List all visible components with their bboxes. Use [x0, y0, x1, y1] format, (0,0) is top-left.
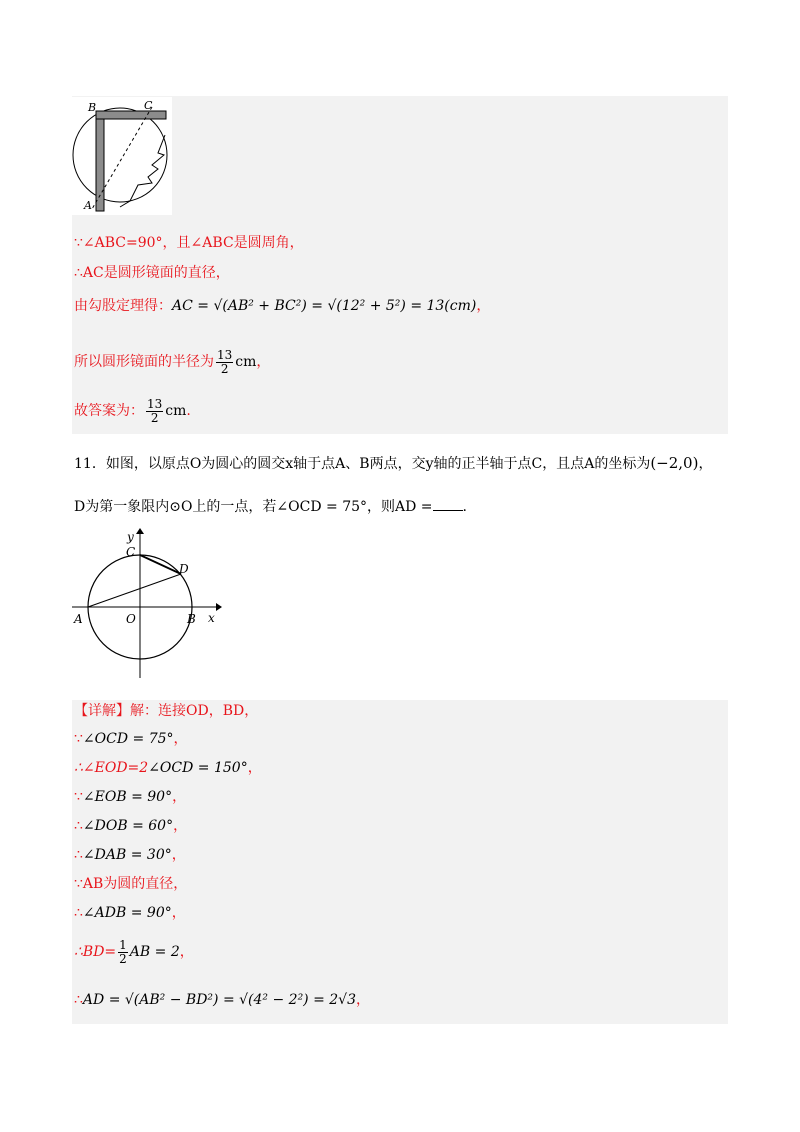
- sol11-line4: [74, 787, 186, 807]
- label-y: y: [127, 530, 134, 544]
- therefore-mark: ∴: [74, 818, 83, 834]
- sol11-line8-expr: ∠ADB = 90°: [82, 905, 172, 921]
- sol11-line3: [74, 758, 262, 778]
- mirror-figure: [72, 97, 172, 215]
- sol11-line8-end: ，: [171, 905, 186, 921]
- q11-line1: [74, 453, 712, 474]
- sol11-line2-end: ，: [173, 731, 188, 747]
- therefore-mark: ∴: [74, 992, 83, 1008]
- because-mark: ∵: [74, 789, 83, 805]
- sol10-answer-fraction: [146, 398, 163, 425]
- label-c: C: [144, 99, 153, 112]
- label-c: C: [126, 545, 136, 559]
- sol10-line5-prefix: 故答案为：: [74, 403, 144, 419]
- sol10-line4-prefix: 所以圆形镜面的半径为: [74, 354, 214, 370]
- sol10-line3-prefix: 由勾股定理得：: [74, 298, 172, 314]
- sol11-line1: 【详解】解：连接OD，BD，: [74, 703, 259, 719]
- frac-num: 13: [147, 396, 163, 411]
- q11-line1-end: ，: [698, 456, 713, 472]
- sol11-line2: [74, 729, 188, 749]
- sol10-line5: [74, 394, 191, 428]
- frac-num: 1: [119, 937, 127, 952]
- label-b: B: [88, 101, 97, 114]
- sol10-line3-suffix: ，: [476, 298, 491, 314]
- sol11-line6-end: ，: [171, 847, 186, 863]
- sol11-line3-red: ∴∠EOD=2: [74, 760, 149, 776]
- sol11-line4-expr: ∠EOB = 90°: [82, 789, 173, 805]
- label-x: x: [208, 611, 215, 625]
- frac-den: 2: [220, 361, 229, 376]
- because-mark: ∵: [74, 731, 83, 747]
- sol11-line9-end: ，: [179, 944, 194, 960]
- sol11-line2-expr: ∠OCD = 75°: [82, 731, 174, 747]
- half-fraction: [118, 939, 128, 966]
- sol11-line10-end: ，: [356, 992, 371, 1008]
- sol10-line5-unit: cm: [165, 403, 187, 419]
- sol10-line4: [74, 345, 270, 379]
- sol11-line4-end: ，: [172, 789, 187, 805]
- label-a: A: [84, 199, 92, 212]
- frac-num: 13: [217, 347, 233, 362]
- sol10-line3: [74, 296, 490, 316]
- sol11-line6-expr: ∠DAB = 30°: [82, 847, 172, 863]
- q11-text: 11．如图，以原点O为圆心的圆交x轴于点A、B两点，交y轴的正半轴于点C，且点A的坐标为: [74, 456, 651, 472]
- sol11-line5-expr: ∠DOB = 60°: [82, 818, 174, 834]
- sol10-line1: ∵∠ABC=90°，且∠ABC是圆周角，: [74, 235, 304, 251]
- frac-den: 2: [119, 951, 127, 966]
- sol10-line3-formula: AC = √(AB² + BC²) = √(12² + 5²) = 13(cm): [172, 298, 477, 314]
- answer-blank: [433, 498, 463, 511]
- circle-coordinate-figure: [70, 528, 230, 678]
- sol11-line9-red: ∴BD=: [74, 944, 117, 960]
- sol11-line7: ∵AB为圆的直径，: [74, 876, 188, 892]
- sol11-line9-expr: AB = 2: [129, 944, 180, 960]
- sol11-line5-end: ，: [173, 818, 188, 834]
- sol10-line2: ∴AC是圆形镜面的直径，: [74, 265, 230, 281]
- sol11-line5: [74, 816, 187, 836]
- q11-text-2: D为第一象限内⊙O上的一点，若∠OCD = 75°，则AD =: [74, 499, 433, 515]
- therefore-mark: ∴: [74, 905, 83, 921]
- q11-line2: [74, 497, 467, 517]
- sol11-line9: [74, 935, 194, 969]
- sol10-line5-suffix: .: [186, 403, 191, 419]
- label-o: O: [126, 612, 136, 626]
- q11-line2-end: .: [462, 499, 467, 515]
- label-d: D: [179, 562, 189, 576]
- sol10-line4-suffix: ，: [256, 354, 271, 370]
- therefore-mark: ∴: [74, 847, 83, 863]
- sol10-radius-fraction: [216, 349, 233, 376]
- sol11-line10: [74, 990, 370, 1010]
- sol11-line3-expr: ∠OCD = 150°: [148, 760, 248, 776]
- q11-coord: (−2,0): [650, 454, 699, 472]
- sol11-line6: [74, 845, 186, 865]
- frac-den: 2: [150, 410, 159, 425]
- sol11-line3-end: ，: [247, 760, 262, 776]
- sol10-line4-unit: cm: [235, 354, 257, 370]
- sol11-line8: [74, 903, 186, 923]
- label-b: B: [187, 612, 196, 626]
- label-a: A: [74, 612, 83, 626]
- sol11-line10-expr: AD = √(AB² − BD²) = √(4² − 2²) = 2√3: [82, 992, 357, 1008]
